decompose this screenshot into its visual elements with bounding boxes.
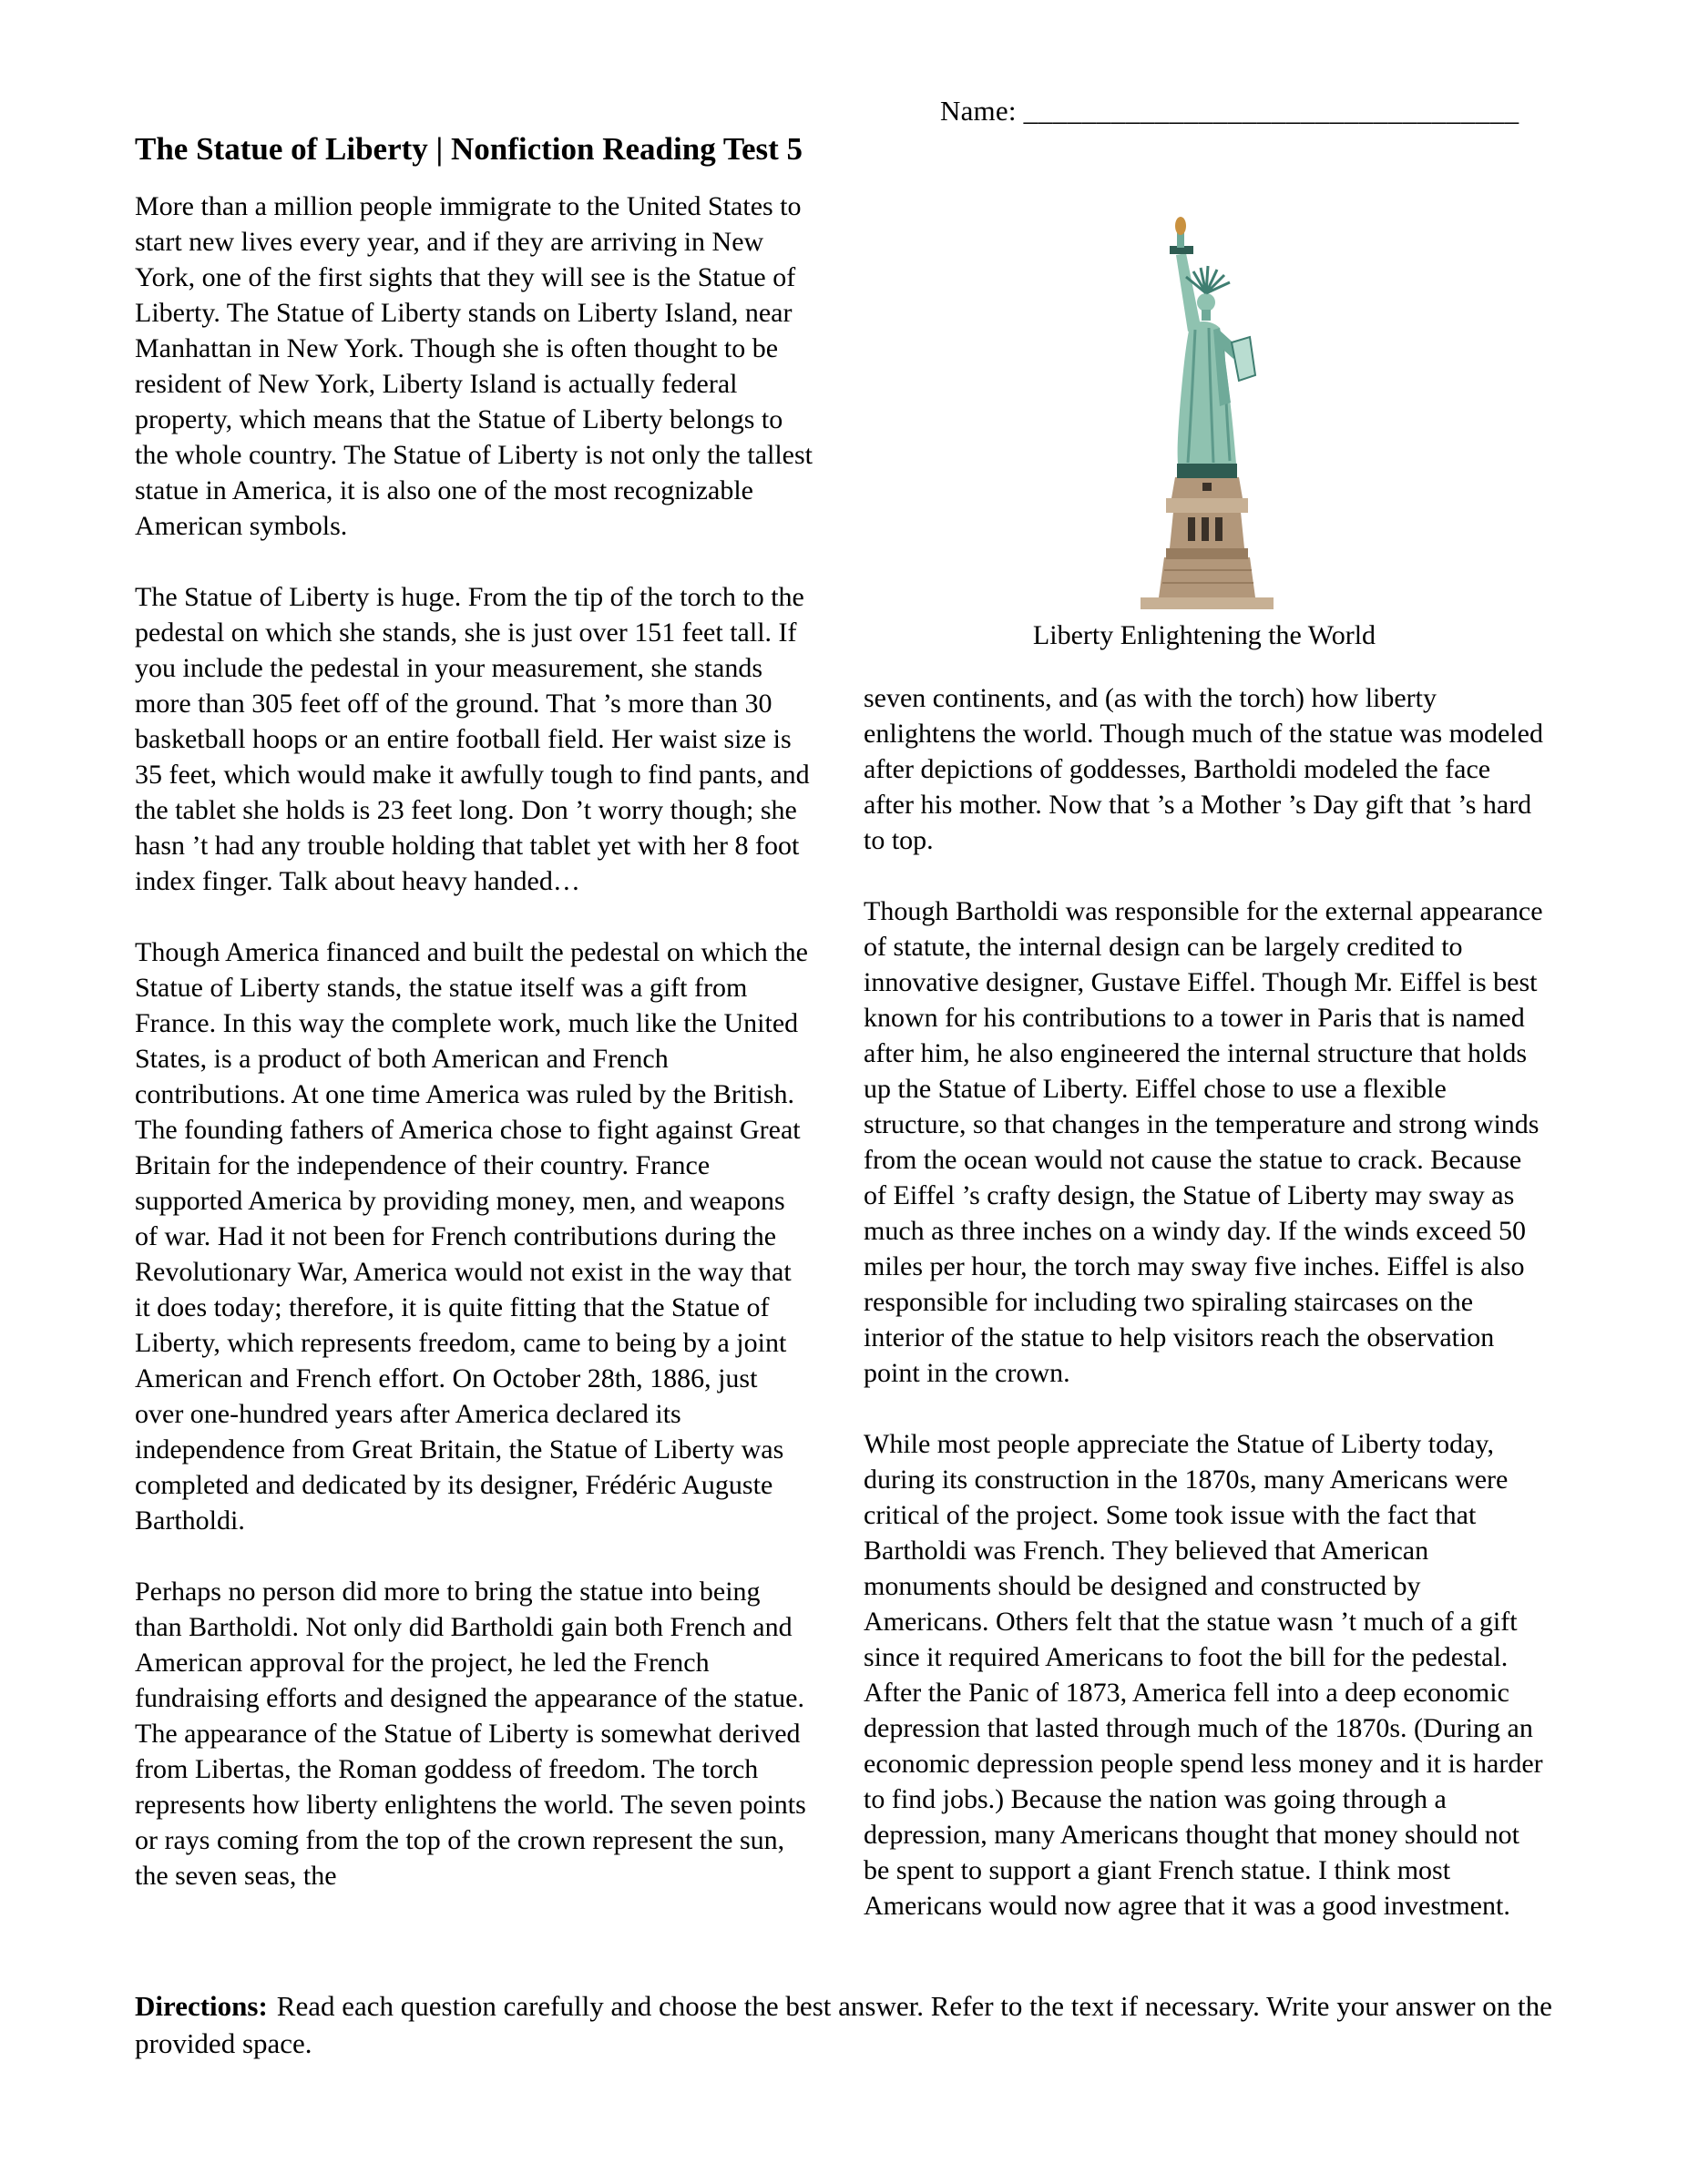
pedestal-lower-base (1159, 557, 1255, 597)
pedestal-cornice (1166, 498, 1248, 513)
article-paragraph-7: While most people appreciate the Statue of Liberty today, during its construction in the 1870s, many Americans were critical of the project. Some took issue with the fact that Bartholdi was French. They believed that American monuments should be designed and constructed by Americans. Others felt that the statue wasn ’t much of a gift since it required Americans to foot the bill for the pedestal. After the Panic of 1873, America fell into a deep economic depression that lasted through much of the 1870s. (During an economic depression people spend less money and it is harder to find jobs.) Because the nation was going through a depression, many Americans thought that money should not be spent to support a giant French statue. I think most Americans would now agree that it was a good investment. (864, 1429, 1543, 1921)
name-row (940, 95, 1519, 128)
name-label: Name: (940, 95, 1017, 127)
article-paragraph-5: seven continents, and (as with the torch) how liberty enlightens the world. Though much of the statue was modeled after depictions of goddesses, Bartholdi modeled the face after his mother. Now that ’s a Mother ’s Day gift that ’s hard to top. (864, 683, 1543, 855)
statue-torch-arm (1176, 253, 1201, 332)
article-paragraph-2: The Statue of Liberty is huge. From the tip of the torch to the pedestal on which she stands, she is just over 151 feet tall. If you include the pedestal in your measurement, she stands more than 305 feet off of the ground. That ’s more than 30 basketball hoops or an entire football field. Her waist size is 35 feet, which would make it awfully tough to find pants, and the tablet she holds is 23 feet long. Don ’t worry though; she hasn ’t had any trouble holding that tablet yet with her 8 foot index finger. Talk about heavy handed… (135, 582, 810, 896)
article-paragraph-6: Though Bartholdi was responsible for the external appearance of statute, the internal design can be largely credited to innovative designer, Gustave Eiffel. Though Mr. Eiffel is best known for his contributions to a tower in Paris that is named after him, he also engineered the internal structure that holds up the Statue of Liberty. Eiffel chose to use a flexible structure, so that changes in the temperature and strong winds from the ocean would not cause the statue to crack. Because of Eiffel ’s crafty design, the Statue of Liberty may sway as much as three inches on a windy day. If the winds exceed 50 miles per hour, the torch may sway five inches. Eiffel is also responsible for including two spiraling staircases on the interior of the statue to help visitors reach the observation point in the crown. (864, 896, 1543, 1388)
pedestal-bottom-slab (1141, 597, 1274, 609)
right-column (864, 191, 1545, 1959)
directions-text: Read each question carefully and choose the best answer. Refer to the text if necessary. Write your answer on the provided space. (135, 1990, 1552, 2059)
left-column (135, 189, 813, 1929)
article-paragraph-4: Perhaps no person did more to bring the statue into being than Bartholdi. Not only did Bartholdi gain both French and American approval for the project, he led the French fundraising efforts and designed the appearance of the statue. The appearance of the Statue of Liberty is somewhat derived from Libertas, the Roman goddess of freedom. The torch represents how liberty enlightens the world. The seven points or rays coming from the top of the crown represent the sun, the seven seas, the (135, 1577, 806, 1891)
pedestal-step (1166, 548, 1248, 559)
pedestal-window-3 (1215, 517, 1223, 541)
statue-neck (1202, 310, 1211, 321)
pedestal-window-1 (1188, 517, 1195, 541)
article-paragraph-1: More than a million people immigrate to the United States to start new lives every year, and if they are arriving in New York, one of the first sights that they will see is the Statue of Liberty. The Statue of Liberty stands on Liberty Island, near Manhattan in New York. Though she is often thought to be resident of New York, Liberty Island is actually federal property, which means that the Statue of Liberty belongs to the whole country. The Statue of Liberty is not only the tallest statue in America, it is also one of the most recognizable American symbols. (135, 191, 813, 541)
statue-base-slab (1177, 464, 1237, 478)
name-blank-line: __________________________________ (1023, 95, 1519, 127)
article-paragraph-3: Though America financed and built the pedestal on which the Statue of Liberty stands, the statue itself was a gift from France. In this way the complete work, much like the United States, is a product of both American and French contributions. At one time America was ruled by the British. The founding fathers of America chose to fight against Great Britain for the independence of their country. France supported America by providing money, men, and weapons of war. Had it not been for French contributions during the Revolutionary War, America would not exist in the way that it does today; therefore, it is quite fitting that the Statue of Liberty, which represents freedom, came to being by a joint American and French effort. On October 28th, 1886, just over one-hundred years after America declared its independence from Great Britain, the Statue of Liberty was completed and dedicated by its designer, Frédéric Auguste Bartholdi. (135, 937, 808, 1536)
page-title: The Statue of Liberty | Nonfiction Reading Test 5 (135, 131, 803, 167)
photo-caption: Liberty Enlightening the World (1032, 620, 1376, 650)
statue-tablet (1232, 337, 1255, 381)
directions-label: Directions: (135, 1990, 268, 2022)
directions (135, 1987, 1585, 2062)
torch-flame (1175, 217, 1186, 235)
statue-figure (864, 191, 1545, 653)
statue-of-liberty-photo (1083, 191, 1325, 610)
statue-head (1197, 293, 1215, 311)
pedestal-doorway (1202, 483, 1212, 491)
pedestal-window-2 (1202, 517, 1209, 541)
